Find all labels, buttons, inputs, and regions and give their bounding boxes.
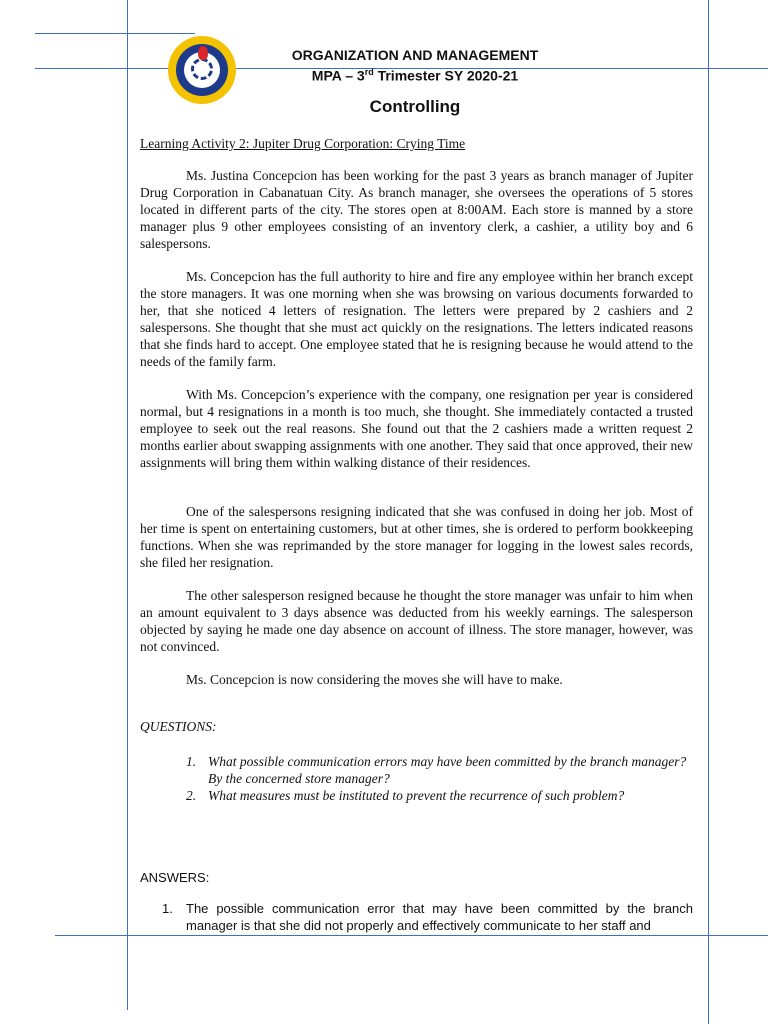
page-title: Controlling — [369, 97, 461, 116]
margin-guide-right — [708, 0, 709, 1024]
margin-guide-bottom — [55, 935, 768, 936]
gear-icon — [191, 58, 213, 80]
question-text: What measures must be instituted to prevent the recurrence of such problem? — [208, 787, 625, 803]
term-prefix: MPA – 3 — [311, 67, 365, 84]
question-number: 2. — [186, 787, 197, 803]
questions-heading: QUESTIONS: — [140, 719, 217, 734]
case-paragraph-5: The other salesperson resigned because he thought the store manager was unfair to him when an amount equivalent to 3 days absence was deducted from his weekly earnings. The salesperson objected by saying he made one day absence on account of illness. The store manager, however, was not convinced. — [140, 588, 693, 654]
school-seal-logo — [168, 36, 236, 104]
answer-number: 1. — [162, 901, 173, 916]
question-item — [140, 754, 700, 788]
margin-guide-left — [127, 0, 128, 1010]
case-paragraph-3: With Ms. Concepcion’s experience with the company, one resignation per year is considered normal, but 4 resignations in a month is too much, she thought. She immediately contacted a trusted employee to seek out the real reasons. She found out that the 2 cashiers made a written request 2 months earlier about swapping assignments with one another. They said that once approved, their new assignments will bring them within walking distance of their residences. — [140, 387, 693, 470]
question-number: 1. — [186, 754, 197, 769]
case-paragraph-1: Ms. Justina Concepcion has been working for the past 3 years as branch manager of Jupiter Drug Corporation in Cabanatuan City. As branch manager, she oversees the operations of 5 stores located in different parts of the city. The stores open at 8:00AM. Each store is manned by a store manager plus 9 other employees consisting of an inventory clerk, a cashier, a utility boy and 6 salespersons. — [140, 168, 693, 251]
question-text: What possible communication errors may have been committed by the branch manager? By the concerned store manager? — [208, 754, 687, 786]
questions-list — [140, 754, 700, 805]
question-item — [140, 788, 700, 805]
course-title: ORGANIZATION AND MANAGEMENT — [291, 47, 539, 63]
term-line — [230, 64, 600, 84]
term-suffix: Trimester SY 2020-21 — [373, 67, 519, 84]
term-superscript: rd — [364, 67, 374, 77]
answers-heading: ANSWERS: — [140, 870, 210, 885]
case-paragraph-4: One of the salespersons resigning indicated that she was confused in doing her job. Most of her time is spent on entertaining customers, but at other times, she is ordered to perform bookkeeping functions. When she was reprimanded by the store manager for logging in the lowest sales records, she filed her resignation. — [140, 504, 693, 570]
torch-flame-icon — [198, 46, 208, 60]
case-paragraph-2: Ms. Concepcion has the full authority to hire and fire any employee within her branch except the store managers. It was one morning when she was browsing on various documents forwarded to her, that she noticed 4 letters of resignation. The letters were prepared by 2 cashiers and 2 salespersons. She thought that she must act quickly on the resignations. The letters indicated reasons that she finds hard to accept. One employee stated that he is resigning because he would attend to the needs of the family farm. — [140, 269, 693, 369]
case-paragraph-6: Ms. Concepcion is now considering the moves she will have to make. — [186, 672, 563, 687]
activity-heading: Learning Activity 2: Jupiter Drug Corporation: Crying Time — [140, 136, 466, 151]
answer-text: The possible communication error that may have been committed by the branch manager is that she did not properly and effectively communicate to her staff and — [186, 901, 693, 933]
answer-item — [140, 900, 693, 934]
margin-guide-top-left — [35, 33, 195, 34]
